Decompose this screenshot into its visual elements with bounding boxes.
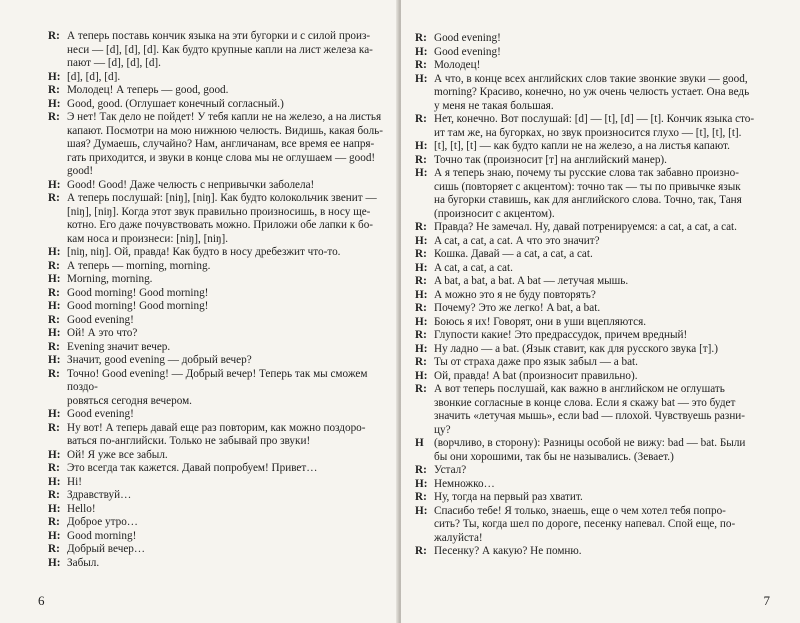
dialogue-line bbox=[415, 343, 780, 357]
line-text: сить? Ты, когда шел по дороге, песенку напевал. Спой еще, по- bbox=[434, 518, 736, 530]
dialogue-line bbox=[48, 138, 387, 152]
dialogue-line bbox=[48, 111, 387, 125]
line-text: Кошка. Давай — a cat, a cat, a cat. bbox=[434, 248, 593, 260]
line-text: Morning, morning. bbox=[67, 273, 153, 285]
dialogue-line bbox=[415, 86, 780, 100]
speaker-label: H: bbox=[48, 502, 61, 515]
speaker-label: H: bbox=[48, 300, 61, 312]
speaker-label bbox=[415, 410, 434, 424]
speaker-label bbox=[48, 219, 67, 233]
line-text: Э нет! Так дело не пойдет! У тебя капли не на железо, а на листья bbox=[67, 111, 382, 123]
speaker-label: H: bbox=[415, 167, 428, 179]
dialogue-line bbox=[415, 73, 780, 87]
speaker-label: R: bbox=[48, 111, 60, 123]
speaker-label: R: bbox=[415, 356, 427, 368]
speaker-label: R: bbox=[415, 113, 427, 125]
dialogue-line bbox=[415, 383, 780, 397]
speaker-label: R: bbox=[48, 489, 60, 501]
dialogue-line bbox=[48, 395, 387, 409]
speaker-label: R: bbox=[48, 84, 60, 96]
dialogue-line bbox=[415, 194, 780, 208]
dialogue-line bbox=[415, 262, 780, 276]
speaker-label: H: bbox=[415, 342, 428, 355]
speaker-label bbox=[48, 57, 67, 71]
line-text: (произносит с акцентом). bbox=[434, 207, 555, 220]
dialogue-line bbox=[48, 260, 387, 274]
speaker-label: H: bbox=[415, 72, 428, 85]
dialogue-line bbox=[415, 100, 780, 114]
dialogue-line bbox=[48, 246, 387, 260]
dialogue-line bbox=[48, 314, 387, 328]
dialogue-line bbox=[415, 46, 780, 60]
speaker-label: R: bbox=[415, 545, 427, 557]
speaker-label: R: bbox=[48, 286, 60, 299]
dialogue-line bbox=[48, 219, 387, 233]
dialogue-line bbox=[415, 410, 780, 424]
dialogue-line bbox=[48, 489, 387, 503]
speaker-label: H: bbox=[48, 529, 61, 542]
line-text: гать приходится, и звуки в конце слова мы не оглушаем — good! bbox=[67, 151, 376, 164]
line-text: [niŋ], [niŋ]. Когда этот звук правильно произносишь, в носу ще- bbox=[67, 205, 371, 218]
left-page-text bbox=[48, 30, 387, 570]
speaker-label: H: bbox=[415, 45, 428, 58]
speaker-label: R: bbox=[48, 259, 60, 272]
speaker-label: H: bbox=[48, 354, 61, 366]
speaker-label: H: bbox=[415, 140, 428, 152]
speaker-label: R: bbox=[48, 421, 60, 434]
line-text: Good morning! Good morning! bbox=[67, 300, 209, 312]
right-page-text bbox=[415, 32, 780, 559]
dialogue-line bbox=[415, 316, 780, 330]
line-text: Good! Good! Даже челюсть с непривычки заболела! bbox=[67, 178, 315, 191]
speaker-label bbox=[48, 138, 67, 152]
speaker-label bbox=[48, 152, 67, 166]
speaker-label: R: bbox=[415, 275, 427, 287]
dialogue-line bbox=[48, 44, 387, 58]
line-text: Почему? Это же легко! A bat, a bat. bbox=[434, 302, 601, 314]
line-text: цу? bbox=[434, 423, 451, 436]
dialogue-line bbox=[415, 397, 780, 411]
dialogue-line bbox=[48, 449, 387, 463]
line-text: А теперь поставь кончик языка на эти бугорки и с силой произ- bbox=[67, 30, 371, 42]
line-text: A bat, a bat, a bat. A bat — летучая мышь. bbox=[434, 275, 629, 287]
speaker-label: R: bbox=[415, 248, 427, 260]
dialogue-line bbox=[48, 273, 387, 287]
line-text: good! bbox=[67, 165, 94, 177]
dialogue-line bbox=[48, 341, 387, 355]
dialogue-line bbox=[415, 424, 780, 438]
dialogue-line bbox=[48, 516, 387, 530]
dialogue-line bbox=[48, 543, 387, 557]
line-text: A cat, a cat, a cat. bbox=[434, 261, 513, 274]
speaker-label: H: bbox=[48, 70, 61, 83]
speaker-label bbox=[415, 424, 434, 438]
speaker-label: H: bbox=[415, 369, 428, 382]
speaker-label bbox=[415, 518, 434, 532]
page-number-right: 7 bbox=[763, 593, 770, 608]
dialogue-line bbox=[415, 140, 780, 154]
dialogue-line bbox=[48, 408, 387, 422]
line-text: сишь (повторяет с акцентом): точно так — ты по привычке язык bbox=[434, 180, 741, 193]
line-text: бы они хорошими, так бы не назывались. (Зевает.) bbox=[434, 450, 674, 463]
line-text: Нет, конечно. Вот послушай: [d] — [t], [d] — [t]. Кончик языка сто- bbox=[434, 113, 755, 125]
speaker-label bbox=[48, 125, 67, 139]
speaker-label: H: bbox=[48, 556, 61, 569]
line-text: ровяться сегодня вечером. bbox=[67, 394, 192, 407]
dialogue-line bbox=[48, 287, 387, 301]
dialogue-line bbox=[48, 327, 387, 341]
dialogue-line bbox=[415, 329, 780, 343]
dialogue-line bbox=[48, 30, 387, 44]
dialogue-line bbox=[48, 530, 387, 544]
dialogue-line bbox=[415, 478, 780, 492]
dialogue-line bbox=[415, 248, 780, 262]
speaker-label: R: bbox=[415, 329, 427, 341]
speaker-label bbox=[415, 86, 434, 100]
line-text: Немножко… bbox=[434, 477, 495, 490]
dialogue-line bbox=[48, 125, 387, 139]
line-text: А я теперь знаю, почему ты русские слова так забавно произно- bbox=[434, 167, 740, 179]
line-text: morning? Красиво, конечно, но уж очень челюсть устает. Она ведь bbox=[434, 86, 750, 98]
dialogue-line bbox=[48, 57, 387, 71]
line-text: Точно! Good evening! — Добрый вечер! Теперь так мы сможем поздо- bbox=[67, 367, 368, 393]
line-text: капают. Посмотри на мою нижнюю челюсть. Видишь, какая боль- bbox=[67, 124, 383, 137]
line-text: Good morning! bbox=[67, 529, 137, 542]
speaker-label bbox=[415, 451, 434, 465]
line-text: [d], [d], [d]. bbox=[67, 70, 121, 83]
speaker-label: H: bbox=[48, 97, 61, 110]
dialogue-line bbox=[48, 192, 387, 206]
line-text: Ой, правда! A bat (произносит правильно). bbox=[434, 369, 638, 382]
speaker-label: H: bbox=[48, 246, 61, 258]
line-text: Спасибо тебе! Я только, знаешь, еще о чем хотел тебя попро- bbox=[434, 504, 726, 517]
line-text: неси — [d], [d], [d]. Как будто крупные капли на лист железа ка- bbox=[67, 43, 373, 56]
line-text: А вот теперь послушай, как важно в английском не оглушать bbox=[434, 383, 725, 395]
speaker-label: H: bbox=[415, 504, 428, 517]
speaker-label bbox=[415, 397, 434, 411]
dialogue-line bbox=[415, 167, 780, 181]
line-text: (ворчливо, в сторону): Разницы особой не вижу: bad — bat. Были bbox=[434, 437, 746, 449]
line-text: Здравствуй… bbox=[67, 489, 132, 501]
speaker-label: R: bbox=[48, 516, 60, 528]
dialogue-line bbox=[48, 84, 387, 98]
line-text: Правда? Не замечал. Ну, давай потренируемся: a cat, a cat, a cat. bbox=[434, 221, 737, 233]
line-text: Устал? bbox=[434, 464, 467, 476]
speaker-label bbox=[48, 435, 67, 449]
dialogue-line bbox=[415, 505, 780, 519]
dialogue-line bbox=[415, 154, 780, 168]
speaker-label: R: bbox=[415, 32, 427, 44]
line-text: Good, good. (Оглушает конечный согласный.) bbox=[67, 97, 284, 110]
line-text: Ну вот! А теперь давай еще раз повторим, как можно поздоро- bbox=[67, 421, 366, 434]
speaker-label: H: bbox=[415, 234, 428, 247]
line-text: Точно так (произносит [т] на английский манер). bbox=[434, 153, 667, 166]
dialogue-line bbox=[48, 503, 387, 517]
speaker-label: R: bbox=[415, 491, 427, 503]
speaker-label: H: bbox=[48, 448, 61, 461]
line-text: Ну, тогда на первый раз хватит. bbox=[434, 491, 583, 503]
speaker-label bbox=[48, 206, 67, 220]
line-text: A cat, a cat, a cat. А что это значит? bbox=[434, 234, 600, 247]
line-text: Ой! А это что? bbox=[67, 327, 138, 339]
line-text: пают — [d], [d], [d]. bbox=[67, 57, 161, 69]
speaker-label: R: bbox=[415, 383, 427, 395]
line-text: Good evening! bbox=[434, 45, 501, 58]
dialogue-line bbox=[48, 557, 387, 571]
speaker-label: R: bbox=[48, 340, 60, 353]
line-text: Это всегда так кажется. Давай попробуем! Привет… bbox=[67, 462, 318, 474]
speaker-label: R: bbox=[415, 302, 427, 314]
speaker-label bbox=[415, 194, 434, 208]
dialogue-line bbox=[415, 464, 780, 478]
dialogue-line bbox=[415, 518, 780, 532]
speaker-label: R: bbox=[48, 543, 60, 555]
page-number-left: 6 bbox=[38, 593, 45, 608]
line-text: Молодец! bbox=[434, 59, 481, 71]
line-text: [t], [t], [t] — как будто капли не на железо, а на листья капают. bbox=[434, 140, 730, 152]
line-text: Ты от страха даже про язык забыл — a bat. bbox=[434, 356, 638, 368]
line-text: Good evening! bbox=[434, 32, 501, 44]
speaker-label bbox=[48, 233, 67, 247]
speaker-label: R: bbox=[48, 192, 60, 204]
line-text: кам носа и произнеси: [niŋ], [niŋ]. bbox=[67, 232, 229, 245]
line-text: жалуйста! bbox=[434, 531, 483, 544]
speaker-label bbox=[415, 100, 434, 114]
line-text: Good evening! bbox=[67, 313, 134, 326]
speaker-label: H: bbox=[415, 477, 428, 490]
line-text: Good evening! bbox=[67, 408, 134, 420]
dialogue-line bbox=[415, 181, 780, 195]
speaker-label: H: bbox=[48, 408, 61, 420]
line-text: Добрый вечер… bbox=[67, 543, 146, 555]
line-text: Забыл. bbox=[67, 556, 100, 569]
dialogue-line bbox=[415, 491, 780, 505]
dialogue-line bbox=[48, 98, 387, 112]
speaker-label: H: bbox=[48, 475, 61, 488]
line-text: ит там же, на бугорках, но звук произносится глухо — [t], [t], [t]. bbox=[434, 126, 742, 139]
line-text: Молодец! А теперь — good, good. bbox=[67, 84, 229, 96]
speaker-label bbox=[48, 395, 67, 409]
line-text: котно. Его даже почувствовать можно. Приложи обе лапки к бо- bbox=[67, 219, 374, 231]
dialogue-line bbox=[415, 275, 780, 289]
dialogue-line bbox=[415, 451, 780, 465]
dialogue-line bbox=[48, 476, 387, 490]
line-text: Песенку? А какую? Не помню. bbox=[434, 545, 582, 557]
speaker-label bbox=[48, 44, 67, 58]
line-text: на бугорки ставишь, как для английского слова. Точно, так, Таня bbox=[434, 194, 742, 206]
line-text: А теперь — morning, morning. bbox=[67, 259, 211, 272]
dialogue-line bbox=[48, 233, 387, 247]
line-text: Hi! bbox=[67, 475, 82, 488]
line-text: звонкие согласные в конце слова. Если я скажу bat — это будет bbox=[434, 396, 736, 409]
dialogue-line bbox=[415, 532, 780, 546]
dialogue-line bbox=[415, 221, 780, 235]
speaker-label: R: bbox=[415, 59, 427, 71]
speaker-label: H: bbox=[48, 178, 61, 191]
line-text: А теперь послушай: [niŋ], [niŋ]. Как будто колокольчик звенит — bbox=[67, 192, 377, 204]
dialogue-line bbox=[415, 289, 780, 303]
speaker-label: H: bbox=[415, 288, 428, 301]
line-text: значить «летучая мышь», если bad — плохой. Чувствуешь разни- bbox=[434, 410, 746, 422]
line-text: Hello! bbox=[67, 502, 96, 515]
dialogue-line bbox=[415, 370, 780, 384]
dialogue-line bbox=[415, 437, 780, 451]
line-text: шая? Думаешь, случайно? Нам, англичанам, все время ее напря- bbox=[67, 138, 375, 150]
speaker-label bbox=[415, 127, 434, 141]
dialogue-line bbox=[415, 356, 780, 370]
dialogue-line bbox=[48, 435, 387, 449]
line-text: Good morning! Good morning! bbox=[67, 286, 209, 299]
line-text: у меня не такая большая. bbox=[434, 99, 554, 112]
speaker-label bbox=[415, 532, 434, 546]
line-text: Ну ладно — a bat. (Язык ставит, как для русского звука [т].) bbox=[434, 342, 718, 355]
dialogue-line bbox=[415, 113, 780, 127]
speaker-label: H: bbox=[48, 273, 61, 285]
speaker-label: R: bbox=[415, 221, 427, 233]
dialogue-line bbox=[48, 422, 387, 436]
dialogue-line bbox=[415, 545, 780, 559]
dialogue-line bbox=[48, 462, 387, 476]
speaker-label: R: bbox=[48, 367, 60, 380]
dialogue-line bbox=[415, 235, 780, 249]
speaker-label: R: bbox=[48, 313, 60, 326]
line-text: Глупости какие! Это предрассудок, причем вредный! bbox=[434, 329, 688, 341]
line-text: Боюсь я их! Говорят, они в уши вцепляются. bbox=[434, 315, 647, 328]
line-text: А что, в конце всех английских слов такие звонкие звуки — good, bbox=[434, 72, 748, 85]
right-page bbox=[401, 0, 800, 623]
speaker-label: R: bbox=[415, 464, 427, 476]
dialogue-line bbox=[48, 165, 387, 179]
dialogue-line bbox=[48, 206, 387, 220]
dialogue-line bbox=[48, 179, 387, 193]
line-text: Ой! Я уже все забыл. bbox=[67, 448, 168, 461]
dialogue-line bbox=[415, 208, 780, 222]
speaker-label: H: bbox=[415, 315, 428, 328]
speaker-label: H: bbox=[415, 261, 428, 274]
dialogue-line bbox=[48, 152, 387, 166]
speaker-label: R: bbox=[48, 462, 60, 474]
dialogue-line bbox=[48, 300, 387, 314]
line-text: Значит, good evening — добрый вечер? bbox=[67, 354, 252, 366]
dialogue-line bbox=[415, 302, 780, 316]
line-text: Evening значит вечер. bbox=[67, 340, 171, 353]
speaker-label: R: bbox=[48, 30, 60, 42]
dialogue-line bbox=[415, 32, 780, 46]
speaker-label bbox=[415, 181, 434, 195]
line-text: А можно это я не буду повторять? bbox=[434, 288, 596, 301]
dialogue-line bbox=[415, 59, 780, 73]
speaker-label: H bbox=[415, 437, 424, 449]
speaker-label: H: bbox=[48, 327, 61, 339]
left-page bbox=[0, 0, 399, 623]
speaker-label bbox=[415, 208, 434, 222]
dialogue-line bbox=[48, 368, 387, 395]
dialogue-line bbox=[415, 127, 780, 141]
dialogue-line bbox=[48, 354, 387, 368]
dialogue-line bbox=[48, 71, 387, 85]
line-text: ваться по-английски. Только не забывай про звуки! bbox=[67, 435, 311, 447]
speaker-label: R: bbox=[415, 153, 427, 166]
line-text: [niŋ, niŋ]. Ой, правда! Как будто в носу дребезжит что-то. bbox=[67, 246, 341, 258]
speaker-label bbox=[48, 165, 67, 179]
line-text: Доброе утро… bbox=[67, 516, 138, 528]
